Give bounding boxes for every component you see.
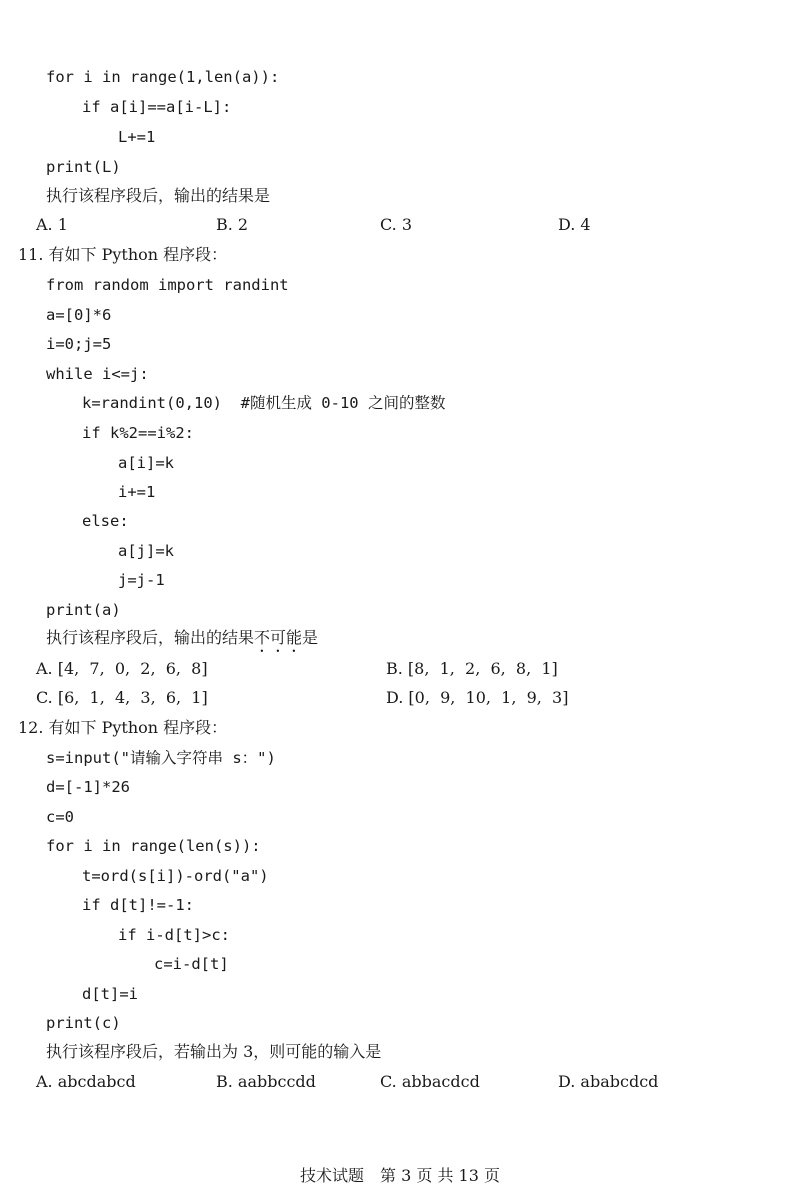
code-line: if a[i]==a[i-L]: (82, 98, 232, 116)
code-line: i=0;j=5 (46, 335, 112, 353)
code-line: L+=1 (118, 128, 156, 146)
option-d: D. 4 (558, 215, 591, 234)
code-line: if d[t]!=-1: (82, 896, 194, 914)
question-prompt: 执行该程序段后，若输出为 3，则可能的输入是 (46, 1042, 382, 1061)
option-c: C. abbacdcd (380, 1072, 480, 1091)
code-line: d=[-1]*26 (46, 778, 130, 796)
code-line: a[i]=k (118, 454, 174, 472)
question-prompt: 执行该程序段后，输出的结果是 (46, 186, 271, 205)
code-line: while i<=j: (46, 365, 149, 383)
code-line: a[j]=k (118, 542, 174, 560)
code-line: if i-d[t]>c: (118, 926, 230, 944)
prompt-text: 是 (302, 628, 319, 647)
code-line: i+=1 (118, 483, 156, 501)
code-line: c=0 (46, 808, 74, 826)
page-footer: 技术试题 第 3 页 共 13 页 (300, 1166, 500, 1185)
option-d: D. [0, 9, 10, 1, 9, 3] (386, 688, 569, 707)
code-line: from random import randint (46, 276, 289, 294)
option-d: D. ababcdcd (558, 1072, 659, 1091)
code-line: for i in range(1,len(a)): (46, 68, 280, 86)
question-title: 11. 有如下 Python 程序段： (18, 245, 228, 264)
option-b: B. aabbccdd (216, 1072, 316, 1091)
option-a: A. [4, 7, 0, 2, 6, 8] (36, 659, 208, 678)
option-c: C. [6, 1, 4, 3, 6, 1] (36, 688, 208, 707)
option-b: B. 2 (216, 215, 249, 234)
code-line: else: (82, 512, 129, 530)
prompt-emphasis: 不可能 (254, 628, 303, 647)
option-b: B. [8, 1, 2, 6, 8, 1] (386, 659, 558, 678)
option-c: C. 3 (380, 215, 413, 234)
question-prompt (46, 627, 318, 656)
code-line: s=input("请输入字符串 s：") (46, 749, 276, 767)
code-line: if k%2==i%2: (82, 424, 194, 442)
code-line: for i in range(len(s)): (46, 837, 261, 855)
option-a: A. abcdabcd (36, 1072, 136, 1091)
code-line: print(a) (46, 601, 121, 619)
question-title: 12. 有如下 Python 程序段： (18, 718, 228, 737)
code-line: j=j-1 (118, 571, 165, 589)
code-line: a=[0]*6 (46, 306, 112, 324)
code-line: t=ord(s[i])-ord("a") (82, 867, 269, 885)
code-line: k=randint(0,10) #随机生成 0-10 之间的整数 (82, 394, 446, 412)
code-line: c=i-d[t] (154, 955, 229, 973)
prompt-text: 执行该程序段后，输出的结果 (46, 628, 255, 647)
code-line: d[t]=i (82, 985, 138, 1003)
option-a: A. 1 (36, 215, 68, 234)
code-line: print(c) (46, 1014, 121, 1032)
code-line: print(L) (46, 158, 121, 176)
